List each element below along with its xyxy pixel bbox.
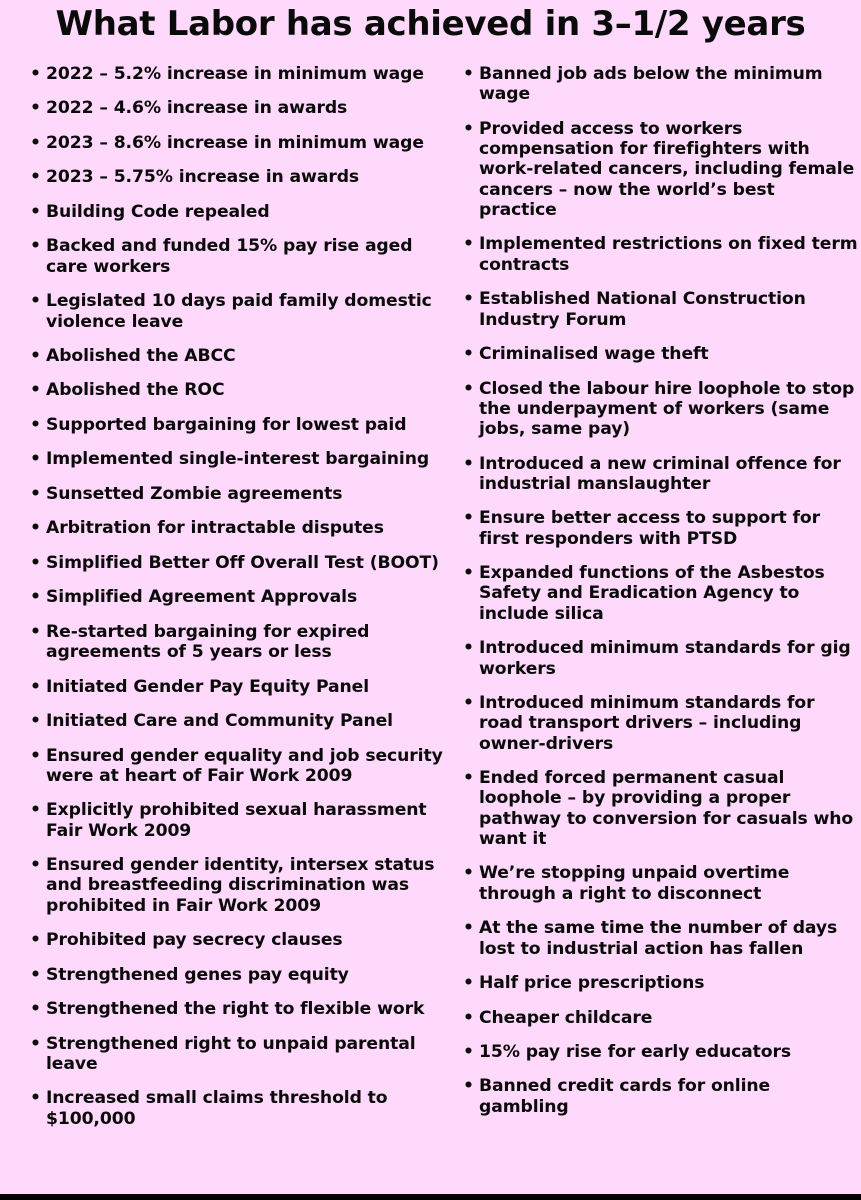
list-item-text: Closed the labour hire loophole to stop the underpayment of workers (same jobs, same pay) xyxy=(479,378,855,440)
bullet-icon: • xyxy=(30,483,41,504)
list-item-text: Increased small claims threshold to $100,000 xyxy=(46,1088,388,1129)
list-item-text: Criminalised wage theft xyxy=(479,344,709,365)
list-item xyxy=(463,289,858,330)
list-item-text: Expanded functions of the Asbestos Safety and Eradication Agency to include silica xyxy=(479,563,825,624)
list-item xyxy=(30,999,450,1019)
bullet-icon: • xyxy=(30,855,41,876)
list-item xyxy=(30,449,450,469)
list-item-text: At the same time the number of days lost to industrial action has fallen xyxy=(479,918,838,959)
bullet-icon: • xyxy=(463,344,474,365)
bullet-icon: • xyxy=(30,621,41,642)
list-item-text: Building Code repealed xyxy=(46,201,270,222)
list-item xyxy=(30,553,450,573)
list-item-text: Ensure better access to support for first responders with PTSD xyxy=(479,508,820,549)
list-item xyxy=(30,380,450,400)
list-item xyxy=(30,202,450,222)
list-item-text: Established National Construction Industry Forum xyxy=(479,289,806,330)
bullet-icon: • xyxy=(30,64,41,84)
list-item-text: Ensured gender identity, intersex status and breastfeeding discrimination was prohibited in Fair Work 2009 xyxy=(46,855,435,916)
list-item xyxy=(463,119,858,220)
list-item-text: 2023 – 5.75% increase in awards xyxy=(46,167,360,188)
list-item-text: We’re stopping unpaid overtime through a right to disconnect xyxy=(479,863,790,904)
bullet-icon: • xyxy=(30,201,41,222)
list-item xyxy=(30,800,450,841)
list-item xyxy=(463,563,858,624)
list-item xyxy=(30,965,450,985)
bullet-icon: • xyxy=(30,518,41,539)
page-title: What Labor has achieved in 3–1/2 years xyxy=(55,4,806,44)
list-item xyxy=(30,484,450,504)
list-item-text: Prohibited pay secrecy clauses xyxy=(46,930,343,951)
bullet-icon: • xyxy=(30,380,41,401)
list-item xyxy=(30,167,450,187)
achievements-list-left xyxy=(30,64,450,1143)
list-item-text: Abolished the ROC xyxy=(46,380,225,401)
list-item-text: 2022 – 5.2% increase in minimum wage xyxy=(46,64,424,84)
list-item xyxy=(463,508,858,549)
bullet-icon: • xyxy=(463,64,474,84)
list-item xyxy=(30,415,450,435)
list-item xyxy=(463,768,858,849)
bullet-icon: • xyxy=(30,930,41,951)
bullet-icon: • xyxy=(30,1088,41,1109)
list-item xyxy=(463,379,858,440)
bullet-icon: • xyxy=(463,508,474,529)
list-item-text: Explicitly prohibited sexual harassment Fair Work 2009 xyxy=(46,800,427,841)
bullet-icon: • xyxy=(463,234,474,255)
list-item-text: Initiated Care and Community Panel xyxy=(46,711,393,732)
list-item xyxy=(30,855,450,916)
list-item-text: Banned job ads below the minimum wage xyxy=(479,64,823,105)
list-item xyxy=(30,746,450,787)
list-item xyxy=(463,973,858,993)
list-item-text: Re-started bargaining for expired agreements of 5 years or less xyxy=(46,621,370,663)
list-item xyxy=(30,236,450,277)
bullet-icon: • xyxy=(30,552,41,573)
list-item xyxy=(30,133,450,153)
list-item xyxy=(463,1008,858,1028)
bullet-icon: • xyxy=(30,745,41,766)
list-item xyxy=(463,454,858,495)
list-item-text: Introduced minimum standards for road transport drivers – including owner-drivers xyxy=(479,693,815,754)
bullet-icon: • xyxy=(463,289,474,310)
list-item xyxy=(463,64,858,105)
bottom-divider xyxy=(0,1194,861,1200)
bullet-icon: • xyxy=(463,863,474,884)
list-item-text: 15% pay rise for early educators xyxy=(479,1041,791,1062)
list-item-text: Sunsetted Zombie agreements xyxy=(46,483,343,504)
bullet-icon: • xyxy=(30,236,41,257)
bullet-icon: • xyxy=(463,563,474,584)
list-item-text: Ended forced permanent casual loophole – by providing a proper pathway to conversion for casuals who want it xyxy=(479,768,854,849)
list-item-text: Backed and funded 15% pay rise aged care workers xyxy=(46,236,413,277)
bullet-icon: • xyxy=(463,453,474,474)
list-item-text: Simplified Better Off Overall Test (BOOT) xyxy=(46,552,439,573)
list-item-text: Strengthened the right to flexible work xyxy=(46,999,425,1020)
list-item xyxy=(30,711,450,731)
bullet-icon: • xyxy=(30,711,41,732)
list-item xyxy=(463,638,858,679)
bullet-icon: • xyxy=(463,1076,474,1097)
list-item xyxy=(30,518,450,538)
list-item-text: Introduced a new criminal offence for industrial manslaughter xyxy=(479,453,841,494)
list-item-text: Cheaper childcare xyxy=(479,1007,653,1028)
bullet-icon: • xyxy=(30,999,41,1020)
list-item xyxy=(30,622,450,663)
list-item xyxy=(30,1088,450,1129)
list-item-text: Initiated Gender Pay Equity Panel xyxy=(46,676,369,697)
bullet-icon: • xyxy=(463,1041,474,1062)
list-item xyxy=(463,1042,858,1062)
list-item-text: Banned credit cards for online gambling xyxy=(479,1076,771,1117)
bullet-icon: • xyxy=(30,964,41,985)
bullet-icon: • xyxy=(30,800,41,821)
list-item-text: Abolished the ABCC xyxy=(46,345,236,366)
bullet-icon: • xyxy=(30,167,41,188)
bullet-icon: • xyxy=(463,638,474,659)
list-item xyxy=(30,64,450,84)
list-item xyxy=(30,930,450,950)
list-item-text: Strengthened genes pay equity xyxy=(46,964,349,985)
list-item xyxy=(30,98,450,118)
list-item-text: Implemented single-interest bargaining xyxy=(46,449,430,470)
bullet-icon: • xyxy=(30,291,41,312)
achievements-list-right xyxy=(463,64,858,1131)
bullet-icon: • xyxy=(30,98,41,119)
bullet-icon: • xyxy=(30,132,41,153)
bullet-icon: • xyxy=(463,118,474,139)
bullet-icon: • xyxy=(30,449,41,470)
bullet-icon: • xyxy=(30,1033,41,1054)
list-item xyxy=(30,291,450,332)
list-item xyxy=(463,344,858,364)
list-item-text: Ensured gender equality and job security were at heart of Fair Work 2009 xyxy=(46,745,443,786)
list-item xyxy=(463,234,858,275)
list-item-text: Simplified Agreement Approvals xyxy=(46,587,358,608)
bullet-icon: • xyxy=(30,414,41,435)
bullet-icon: • xyxy=(463,973,474,994)
list-item-text: Legislated 10 days paid family domestic violence leave xyxy=(46,291,432,332)
bullet-icon: • xyxy=(30,345,41,366)
list-item-text: Strengthened right to unpaid parental leave xyxy=(46,1033,416,1074)
bullet-icon: • xyxy=(30,676,41,697)
list-item xyxy=(30,346,450,366)
bullet-icon: • xyxy=(463,1007,474,1028)
bullet-icon: • xyxy=(463,918,474,939)
list-item-text: Arbitration for intractable disputes xyxy=(46,518,384,539)
list-item xyxy=(30,677,450,697)
list-item xyxy=(463,918,858,959)
list-item-text: Supported bargaining for lowest paid xyxy=(46,414,407,435)
list-item-text: 2023 – 8.6% increase in minimum wage xyxy=(46,132,424,153)
list-item-text: 2022 – 4.6% increase in awards xyxy=(46,98,348,119)
list-item xyxy=(30,1034,450,1075)
list-item-text: Provided access to workers compensation for firefighters with work-related cancers, including female cancers – now the world’s best practice xyxy=(479,118,855,220)
list-item-text: Introduced minimum standards for gig workers xyxy=(479,638,851,679)
list-item-text: Implemented restrictions on fixed term contracts xyxy=(479,234,858,275)
bullet-icon: • xyxy=(463,768,474,789)
list-item xyxy=(463,863,858,904)
list-item xyxy=(463,1076,858,1117)
list-item-text: Half price prescriptions xyxy=(479,973,705,994)
list-item xyxy=(30,587,450,607)
bullet-icon: • xyxy=(463,378,474,399)
list-item xyxy=(463,693,858,754)
bullet-icon: • xyxy=(30,587,41,608)
bullet-icon: • xyxy=(463,693,474,713)
